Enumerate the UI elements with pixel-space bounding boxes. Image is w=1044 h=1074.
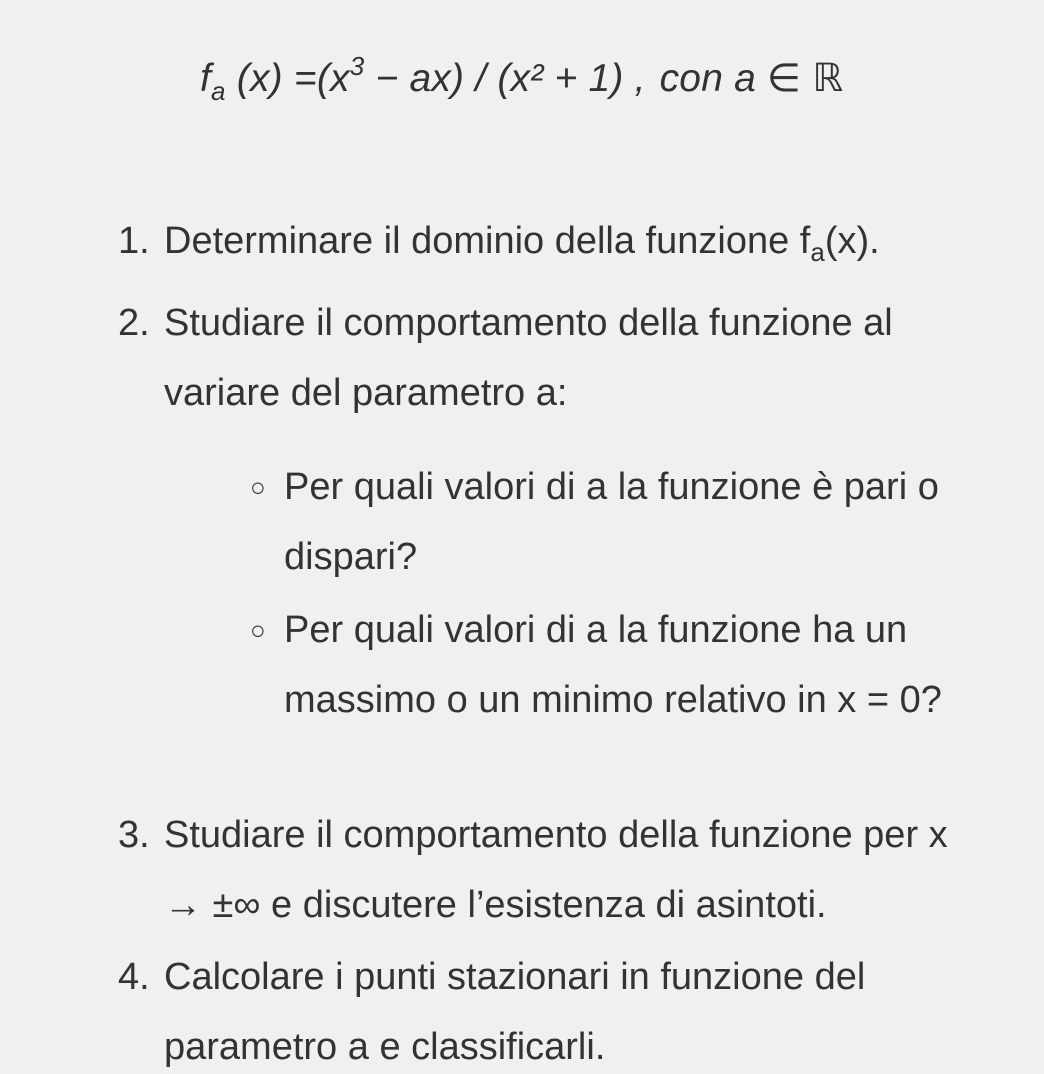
- list-item-4-line-1: Calcolare i punti stazionari in funzione del: [164, 956, 866, 998]
- sub-list-item-2-line-2: massimo o un minimo relativo in x = 0?: [284, 679, 942, 721]
- list-item-2-line-2: variare del parametro a:: [164, 372, 568, 414]
- sub-list-item-1-line-2: dispari?: [284, 536, 418, 578]
- list-item-text: [164, 206, 880, 276]
- formula-exponent-3: 3: [349, 51, 365, 81]
- list-item-4-line-2: parametro a e classificarli.: [164, 1026, 606, 1068]
- list-item-number: 2.: [118, 302, 150, 344]
- list-item-number: 3.: [118, 814, 150, 856]
- formula-body-2: − ax) / (x² + 1) ,: [364, 57, 646, 100]
- list-item-number: 1.: [118, 220, 150, 262]
- sub-list-item-2-line-1: Per quali valori di a la funzione ha un: [284, 609, 908, 651]
- sub-list-item-1-line-1: Per quali valori di a la funzione è pari o: [284, 466, 939, 508]
- formula-subscript-a: a: [211, 76, 226, 106]
- sub-list-item-text: [284, 452, 939, 592]
- list-item-text: [164, 288, 893, 428]
- sub-list-item-text: [284, 595, 942, 735]
- circle-bullet-icon: ○: [250, 615, 266, 645]
- list-item-number: 4.: [118, 956, 150, 998]
- formula-body-1: (x) =(x: [225, 57, 350, 100]
- list-item-1-subscript: a: [810, 237, 825, 267]
- function-formula: [200, 51, 844, 106]
- list-item-1-prefix: Determinare il dominio della funzione f: [164, 220, 811, 262]
- list-item-2-line-1: Studiare il comportamento della funzione al: [164, 302, 893, 344]
- list-item-text: [164, 800, 948, 940]
- formula-condition: con a ∈ ℝ: [659, 57, 844, 100]
- list-item-3-line-1: Studiare il comportamento della funzione per x: [164, 814, 948, 856]
- circle-bullet-icon: ○: [250, 472, 266, 502]
- list-item-3-line-2: → ±∞ e discutere l’esistenza di asintoti.: [164, 884, 827, 926]
- list-item-text: [164, 942, 865, 1074]
- formula-f: f: [200, 57, 212, 100]
- list-item-1-suffix: (x).: [824, 220, 880, 262]
